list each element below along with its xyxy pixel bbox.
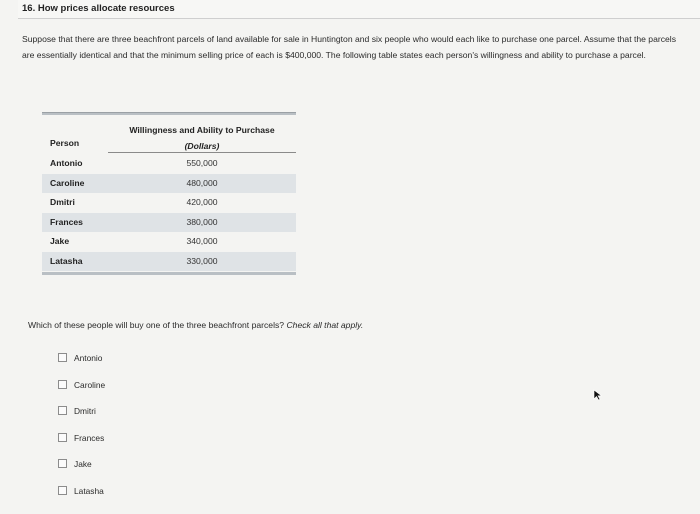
option-label: Jake (74, 459, 92, 470)
table-row (42, 252, 296, 272)
person-name: Dmitri (50, 197, 75, 207)
option-label: Caroline (74, 379, 106, 390)
checkbox[interactable] (58, 486, 67, 495)
person-name: Latasha (50, 255, 83, 266)
prompt-instruction: Check all that apply. (286, 320, 364, 330)
header-underline (108, 152, 296, 153)
checkbox[interactable] (58, 353, 67, 362)
table-body (42, 154, 296, 271)
person-name: Jake (50, 236, 70, 246)
option-label: Antonio (74, 353, 103, 363)
column-header-person: Person (50, 138, 80, 148)
column-header-willingness (108, 122, 296, 154)
person-value: 330,000 (186, 255, 218, 266)
person-name: Frances (50, 216, 83, 227)
table-row (42, 232, 296, 252)
person-name: Antonio (50, 158, 83, 168)
column-header-unit: (Dollars) (184, 141, 220, 151)
person-value: 550,000 (186, 158, 218, 168)
table-row (42, 174, 296, 194)
table-row (42, 193, 296, 213)
person-name: Caroline (50, 177, 85, 188)
option-label: Dmitri (74, 406, 96, 417)
option-label: Frances (74, 432, 105, 443)
option-label: Latasha (74, 485, 104, 496)
table-top-rule (42, 112, 296, 115)
column-header-title: Willingness and Ability to Purchase (129, 125, 275, 135)
prompt-text: Which of these people will buy one of the three beachfront parcels? (28, 320, 285, 330)
question-intro: Suppose that there are three beachfront parcels of land available for sale in Huntington and six people who would each like to purchase one parcel. Assume that the parcels are essentially identical and that the minimum selling price of each is $400,000. The following table states each person's willingness and ability to purchase a parcel. (22, 34, 677, 60)
question-prompt (28, 320, 363, 330)
table-row (42, 213, 296, 233)
table-row (42, 154, 296, 174)
checkbox[interactable] (58, 459, 67, 468)
person-value: 380,000 (186, 216, 218, 227)
checkbox[interactable] (58, 406, 67, 415)
person-value: 340,000 (186, 236, 218, 246)
checkbox[interactable] (58, 433, 67, 442)
person-value: 420,000 (186, 197, 218, 207)
question-title: 16. How prices allocate resources (22, 3, 175, 14)
person-value: 480,000 (186, 177, 218, 188)
mouse-cursor-icon (593, 389, 603, 401)
table-bottom-rule (42, 272, 296, 275)
checkbox[interactable] (58, 380, 67, 389)
willingness-table (42, 112, 296, 266)
